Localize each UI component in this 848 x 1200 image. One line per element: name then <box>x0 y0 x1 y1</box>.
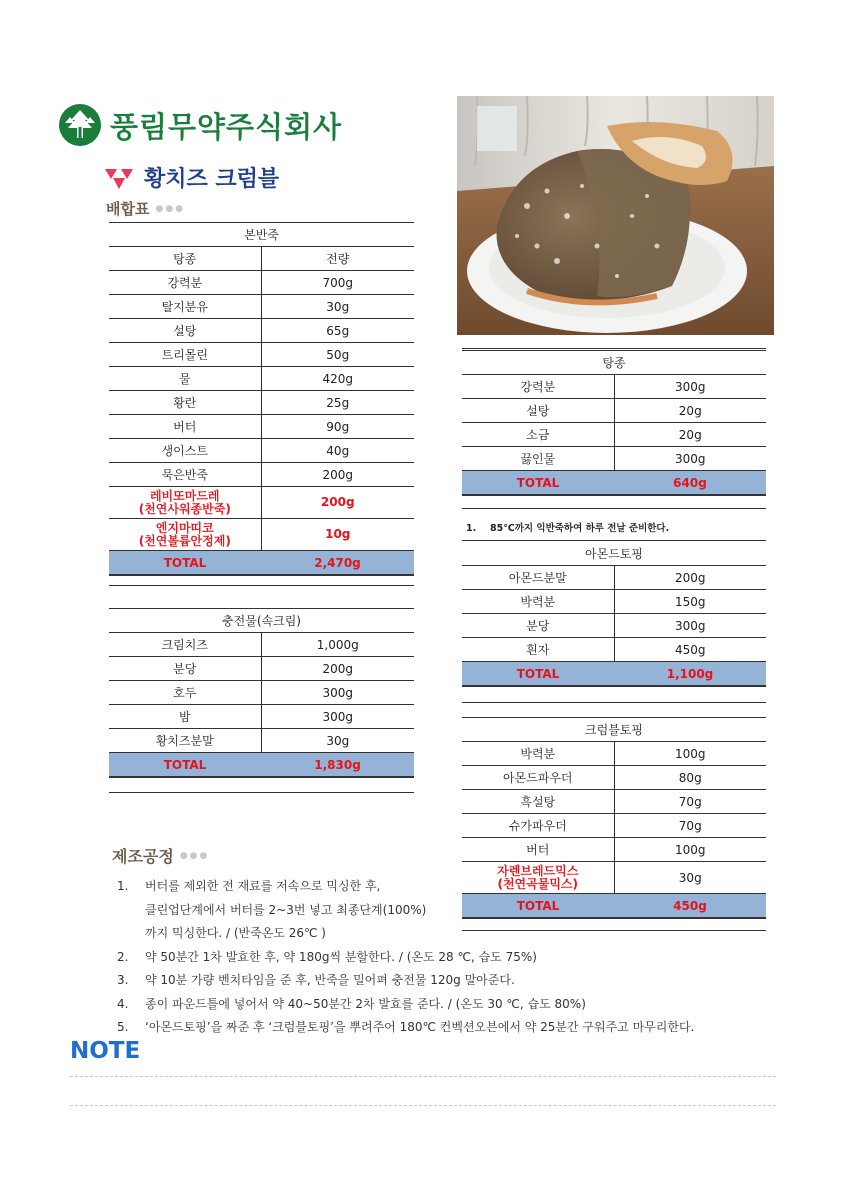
total-amount: 2,470g <box>261 551 414 576</box>
ingredient-amount: 20g <box>614 399 766 423</box>
ingredient-amount: 200g <box>261 463 414 487</box>
ingredient-name: 박력분 <box>462 590 614 614</box>
total-amount: 640g <box>614 471 766 496</box>
note-number: 1. <box>466 523 477 534</box>
divider <box>109 585 414 586</box>
ingredient-name: 황란 <box>109 391 261 415</box>
ingredient-name: 레비또마드레 (천연사워종반죽) <box>109 487 261 519</box>
ingredient-name: 끓인물 <box>462 447 614 471</box>
triangles-icon <box>104 165 134 191</box>
ingredient-amount: 30g <box>614 862 766 894</box>
step-text: 약 10분 가량 벤치타임을 준 후, 반죽을 밀어펴 충전물 120g 말아준다. <box>145 973 515 987</box>
crumble-topping-title: 크럼블토핑 <box>462 718 766 742</box>
total-label: TOTAL <box>109 753 261 778</box>
ingredient-name: 버터 <box>109 415 261 439</box>
ingredient-amount: 150g <box>614 590 766 614</box>
tangzhong-note <box>466 520 669 534</box>
table-row <box>462 814 766 838</box>
table-row <box>109 463 414 487</box>
formula-heading-text: 배합표 <box>106 200 150 218</box>
process-step <box>117 1016 694 1040</box>
table-row-highlight <box>109 519 414 551</box>
tangzhong-table <box>462 350 766 496</box>
table-row <box>109 343 414 367</box>
ingredient-amount: 100g <box>614 838 766 862</box>
ingredient-name: 설탕 <box>462 399 614 423</box>
total-label: TOTAL <box>462 471 614 496</box>
ingredient-name: 아몬드분말 <box>462 566 614 590</box>
ingredient-amount: 70g <box>614 790 766 814</box>
column-header: 전량 <box>261 247 414 271</box>
table-row <box>109 319 414 343</box>
ingredient-name: 분당 <box>109 657 261 681</box>
total-label: TOTAL <box>462 662 614 687</box>
ingredient-amount: 300g <box>614 614 766 638</box>
ingredient-amount: 300g <box>261 681 414 705</box>
ingredient-amount: 30g <box>261 295 414 319</box>
ingredient-name: 슈가파우더 <box>462 814 614 838</box>
total-amount: 450g <box>614 894 766 919</box>
almond-topping-table <box>462 542 766 687</box>
table-row-highlight <box>109 487 414 519</box>
recipe-title-text: 황치즈 크럼블 <box>144 167 280 192</box>
total-amount: 1,830g <box>261 753 414 778</box>
heading-dots: ●●● <box>155 203 186 214</box>
ingredient-name: 탈지분유 <box>109 295 261 319</box>
bread-photo <box>457 96 774 335</box>
table-row <box>462 766 766 790</box>
tangzhong-title: 탕종 <box>462 351 766 375</box>
process-step <box>117 875 694 946</box>
ingredient-amount: 200g <box>261 487 414 519</box>
step-number: 3. <box>117 973 129 987</box>
ingredient-amount: 300g <box>261 705 414 729</box>
note-line <box>70 1105 776 1106</box>
ingredient-name: 묵은반죽 <box>109 463 261 487</box>
ingredient-name: 자렌브레드믹스 (천연곡물믹스) <box>462 862 614 894</box>
table-row <box>109 681 414 705</box>
ingredient-amount: 200g <box>261 657 414 681</box>
divider <box>462 508 766 509</box>
column-header: 탕종 <box>109 247 261 271</box>
table-row <box>462 423 766 447</box>
process-heading <box>112 844 209 867</box>
ingredient-amount: 10g <box>261 519 414 551</box>
step-text: 약 50분간 1차 발효한 후, 약 180g씩 분할한다. / (온도 28 ℃, 습도 75%) <box>145 949 537 964</box>
ingredient-amount: 450g <box>614 638 766 662</box>
ingredient-name: 분당 <box>462 614 614 638</box>
ingredient-amount: 700g <box>261 271 414 295</box>
note-line <box>70 1076 776 1077</box>
ingredient-name: 엔지마띠코 (천연볼륨안정제) <box>109 519 261 551</box>
table-row <box>462 838 766 862</box>
process-step <box>117 946 694 970</box>
table-row <box>109 295 414 319</box>
table-row <box>109 415 414 439</box>
step-text: 버터를 제외한 전 재료를 저속으로 믹싱한 후, 클린업단계에서 버터를 2~3번 넣고 최종단계(100%) 까지 믹싱한다. / (반죽온도 26℃ ) <box>145 879 427 940</box>
ingredient-name: 밤 <box>109 705 261 729</box>
ingredient-name: 생이스트 <box>109 439 261 463</box>
table-row <box>462 638 766 662</box>
ingredient-amount: 200g <box>614 566 766 590</box>
ingredient-amount: 70g <box>614 814 766 838</box>
filling-table <box>109 608 414 778</box>
recipe-title <box>104 162 279 193</box>
ingredient-name: 박력분 <box>462 742 614 766</box>
ingredient-amount: 1,000g <box>261 633 414 657</box>
total-row <box>462 471 766 496</box>
step-number: 1. <box>117 879 129 893</box>
ingredient-amount: 40g <box>261 439 414 463</box>
filling-title: 충전물(속크림) <box>109 609 414 633</box>
ingredient-name: 호두 <box>109 681 261 705</box>
divider <box>462 348 766 349</box>
ingredient-amount: 90g <box>261 415 414 439</box>
table-row <box>462 399 766 423</box>
ingredient-name: 설탕 <box>109 319 261 343</box>
table-row <box>109 657 414 681</box>
table-row <box>462 375 766 399</box>
step-number: 5. <box>117 1020 129 1034</box>
step-text: 종이 파운드틀에 넣어서 약 40~50분간 2차 발효를 준다. / (온도 30 ℃, 습도 80%) <box>145 996 586 1011</box>
table-row <box>462 742 766 766</box>
step-number: 2. <box>117 949 129 964</box>
ingredient-amount: 65g <box>261 319 414 343</box>
table-row <box>109 633 414 657</box>
heading-dots: ●●● <box>179 850 210 861</box>
formula-heading <box>106 198 185 219</box>
note-text: 85℃까지 익반죽하여 하루 전날 준비한다. <box>490 523 670 534</box>
table-row <box>109 705 414 729</box>
ingredient-name: 물 <box>109 367 261 391</box>
table-row <box>109 391 414 415</box>
company-logo <box>58 100 378 150</box>
almond-topping-title: 아몬드토핑 <box>462 542 766 566</box>
table-row <box>462 790 766 814</box>
ingredient-amount: 100g <box>614 742 766 766</box>
step-number: 4. <box>117 996 129 1011</box>
ingredient-name: 흰자 <box>462 638 614 662</box>
ingredient-name: 아몬드파우더 <box>462 766 614 790</box>
table-row <box>462 590 766 614</box>
divider <box>109 792 414 793</box>
ingredient-name: 버터 <box>462 838 614 862</box>
table-row <box>462 566 766 590</box>
divider <box>462 540 766 541</box>
ingredient-name: 흑설탕 <box>462 790 614 814</box>
ingredient-name: 트리몰린 <box>109 343 261 367</box>
step-text: ‘아몬드토핑’을 짜준 후 ‘크럼블토핑’을 뿌려주어 180℃ 컨벡션오븐에서 약 25분간 구워주고 마무리한다. <box>145 1020 695 1034</box>
company-name: 풍림무약주식회사 <box>110 109 343 144</box>
main-dough-table <box>109 222 414 576</box>
process-step <box>117 993 694 1017</box>
ingredient-name: 강력분 <box>109 271 261 295</box>
table-row <box>109 367 414 391</box>
total-row <box>109 753 414 778</box>
total-label: TOTAL <box>462 894 614 919</box>
ingredient-amount: 25g <box>261 391 414 415</box>
process-step <box>117 969 694 993</box>
total-label: TOTAL <box>109 551 261 576</box>
table-row <box>109 439 414 463</box>
table-header-row <box>109 247 414 271</box>
ingredient-amount: 300g <box>614 375 766 399</box>
ingredient-amount: 50g <box>261 343 414 367</box>
ingredient-amount: 420g <box>261 367 414 391</box>
total-row <box>462 662 766 687</box>
divider <box>462 702 766 703</box>
ingredient-amount: 80g <box>614 766 766 790</box>
note-heading: NOTE <box>70 1038 141 1064</box>
table-row <box>462 447 766 471</box>
ingredient-amount: 20g <box>614 423 766 447</box>
ingredient-name: 소금 <box>462 423 614 447</box>
ingredient-amount: 30g <box>261 729 414 753</box>
table-row <box>462 614 766 638</box>
table-row <box>109 729 414 753</box>
ingredient-name: 황치즈분말 <box>109 729 261 753</box>
ingredient-name: 크림치즈 <box>109 633 261 657</box>
ingredient-name: 강력분 <box>462 375 614 399</box>
tree-logo-icon <box>58 103 102 147</box>
total-amount: 1,100g <box>614 662 766 687</box>
process-heading-text: 제조공정 <box>112 847 174 866</box>
table-row <box>109 271 414 295</box>
total-row <box>109 551 414 576</box>
process-steps <box>117 875 694 1040</box>
ingredient-amount: 300g <box>614 447 766 471</box>
main-dough-title: 본반죽 <box>109 223 414 247</box>
